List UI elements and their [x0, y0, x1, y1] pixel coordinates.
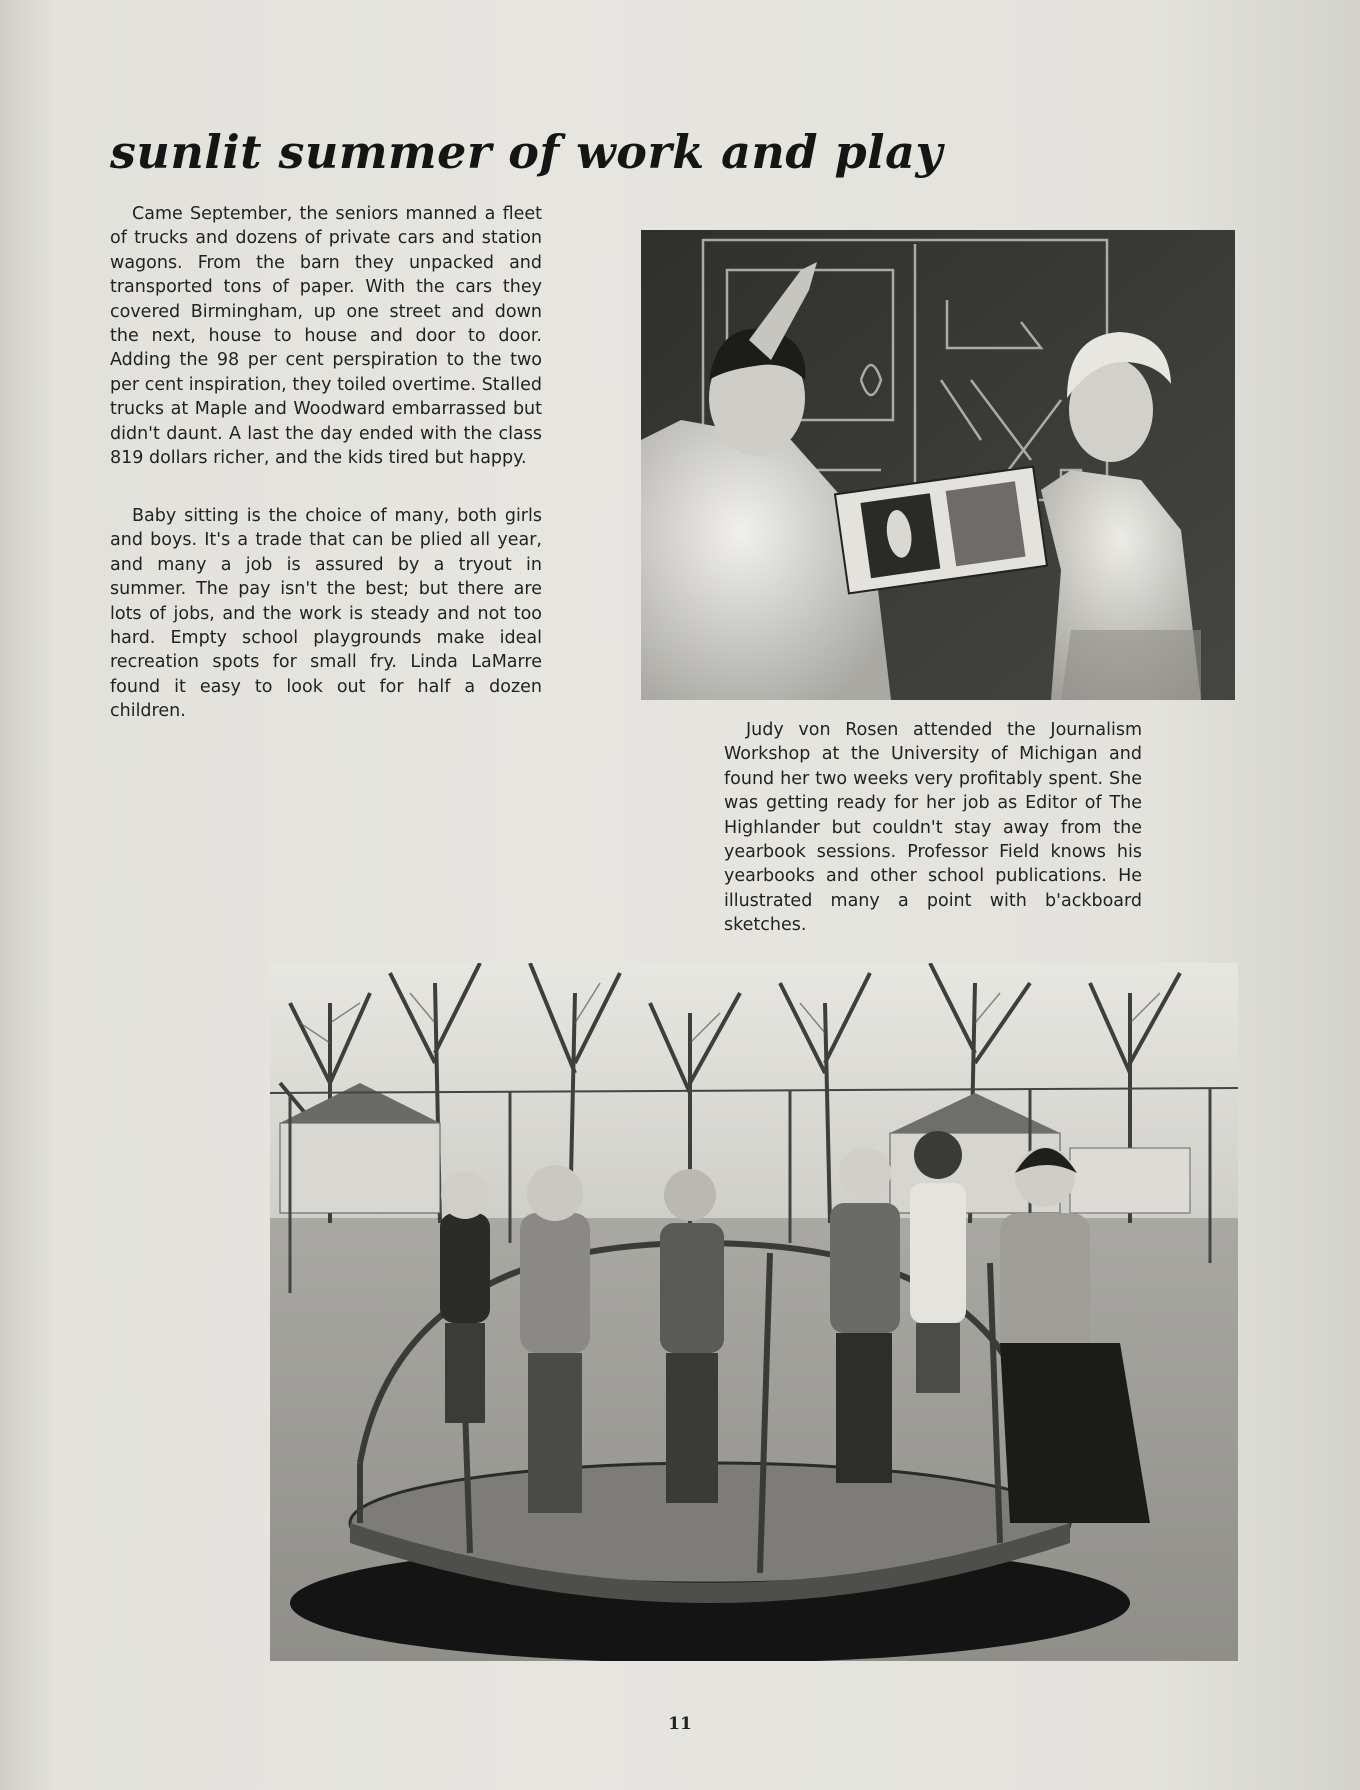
photo-journalism-workshop	[641, 230, 1235, 700]
page-title: sunlit summer of work and play	[110, 125, 943, 179]
photo-caption: Judy von Rosen attended the Journalism Workshop at the University of Michigan and found her two weeks very profitably spent. She was getting ready for her job as Editor of The Highlander but couldn't stay away from the yearbook sessions. Professor Field knows his yearbooks and other school publications. He illustrated many a point with b'ackboard sketches.	[724, 720, 1142, 936]
page-number: 11	[668, 1714, 692, 1734]
body-paragraph-fundraising: Came September, the seniors manned a fleet of trucks and dozens of private cars and station wagons. From the barn they unpacked and transported tons of paper. With the cars they covered Birmingham, up one street and down the next, house to house and door to door. Adding the 98 per cent perspiration to the two per cent inspiration, they toiled overtime. Stalled trucks at Maple and Woodward embarrassed but didn't daunt. A last the day ended with the class 819 dollars richer, and the kids tired but happy.	[110, 204, 542, 469]
photo-playground-merry-go-round	[270, 963, 1238, 1661]
body-paragraph-baby-sitting: Baby sitting is the choice of many, both girls and boys. It's a trade that can be plied all year, and many a job is assured by a tryout in summer. The pay isn't the best; but there are lots of jobs, and the work is steady and not too hard. Empty school playgrounds make ideal recreation spots for small fry. Linda LaMarre found it easy to look out for half a dozen children.	[110, 506, 542, 722]
